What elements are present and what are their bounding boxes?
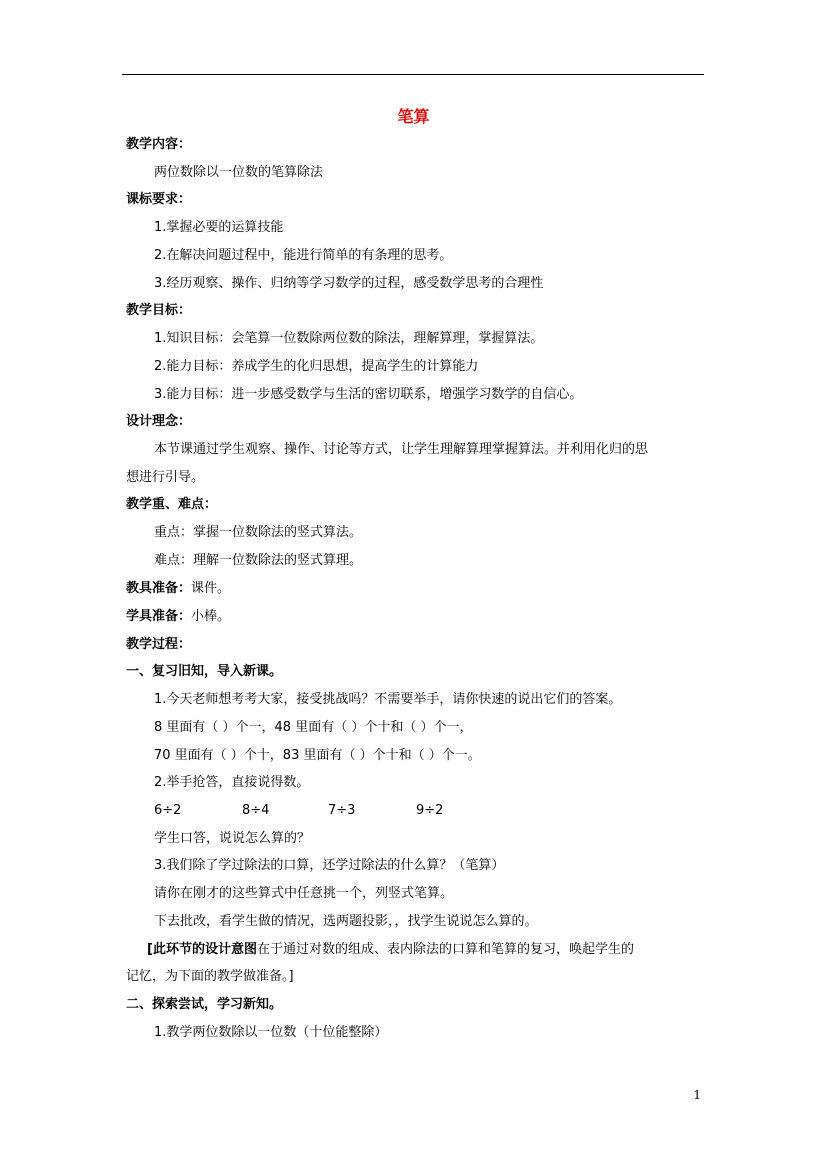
goal-heading: 教学目标：: [126, 303, 192, 318]
tools-heading: 教具准备：: [126, 581, 192, 596]
calc-item: 6÷2: [154, 803, 182, 818]
student-tools-text: 小棒。: [191, 609, 231, 624]
standard-heading: 课标要求：: [126, 192, 192, 207]
header-rule: [122, 74, 704, 75]
concept-text: 本节课通过学生观察、操作、讨论等方式，让学生理解算理掌握算法。并利用化归的思: [154, 442, 649, 457]
difficult-point: 难点：理解一位数除法的竖式算理。: [154, 553, 363, 568]
page-title: 笔算: [397, 107, 430, 126]
goal-item: 1.知识目标：会笔算一位数除两位数的除法，理解算理，掌握算法。: [154, 331, 544, 346]
goal-item: 3.能力目标：进一步感受数学与生活的密切联系，增强学习数学的自信心。: [154, 387, 583, 402]
page-number: 1: [693, 1088, 701, 1102]
design-intent-text: 在于通过对数的组成、表内除法的口算和笔算的复习，唤起学生的: [256, 942, 634, 957]
paragraph: 3.我们除了学过除法的口算，还学过除法的什么算？（笔算）: [154, 858, 505, 873]
student-tools-line: [126, 608, 230, 626]
concept-text: 想进行引导。: [126, 470, 205, 485]
content-text: 两位数除以一位数的笔算除法: [154, 165, 324, 180]
part1-heading: 一、复习旧知，导入新课。: [126, 664, 283, 679]
calc-item: 9÷2: [416, 803, 444, 818]
key-heading: 教学重、难点：: [126, 497, 218, 512]
design-intent-label: [此环节的设计意图: [147, 942, 257, 957]
standard-item: 3.经历观察、操作、归纳等学习数学的过程，感受数学思考的合理性: [154, 276, 544, 291]
paragraph: 下去批改，看学生做的情况，选两题投影，，找学生说说怎么算的。: [154, 914, 538, 929]
student-tools-heading: 学具准备：: [126, 609, 192, 624]
paragraph: 2.举手抢答，直接说得数。: [154, 775, 310, 790]
paragraph: 1.今天老师想考考大家，接受挑战吗？不需要举手，请你快速的说出它们的答案。: [154, 692, 622, 707]
key-point: 重点：掌握一位数除法的竖式算法。: [154, 525, 363, 540]
calc-row: [154, 802, 443, 820]
calc-item: 7÷3: [328, 803, 356, 818]
process-heading: 教学过程：: [126, 637, 192, 652]
paragraph: 8 里面有（ ）个一，48 里面有（ ）个十和（ ）个一，: [154, 720, 473, 735]
concept-heading: 设计理念：: [126, 414, 192, 429]
design-intent-cont: 记忆，为下面的教学做准备。]: [126, 969, 294, 984]
calc-item: 8÷4: [242, 803, 270, 818]
part2-heading: 二、探索尝试，学习新知。: [126, 997, 283, 1012]
paragraph: 学生口答，说说怎么算的？: [154, 831, 311, 846]
goal-item: 2.能力目标：养成学生的化归思想，提高学生的计算能力: [154, 359, 479, 374]
content-heading: 教学内容：: [126, 137, 192, 152]
tools-text: 课件。: [191, 581, 231, 596]
paragraph: 请你在刚才的这些算式中任意挑一个，列竖式笔算。: [154, 886, 454, 901]
standard-item: 1.掌握必要的运算技能: [154, 220, 284, 235]
paragraph: 1.教学两位数除以一位数（十位能整除）: [154, 1025, 388, 1040]
standard-item: 2.在解决问题过程中，能进行简单的有条理的思考。: [154, 248, 453, 263]
design-intent: [147, 941, 634, 959]
tools-line: [126, 580, 230, 598]
paragraph: 70 里面有（ ）个十，83 里面有（ ）个十和（ ）个一。: [154, 748, 481, 763]
